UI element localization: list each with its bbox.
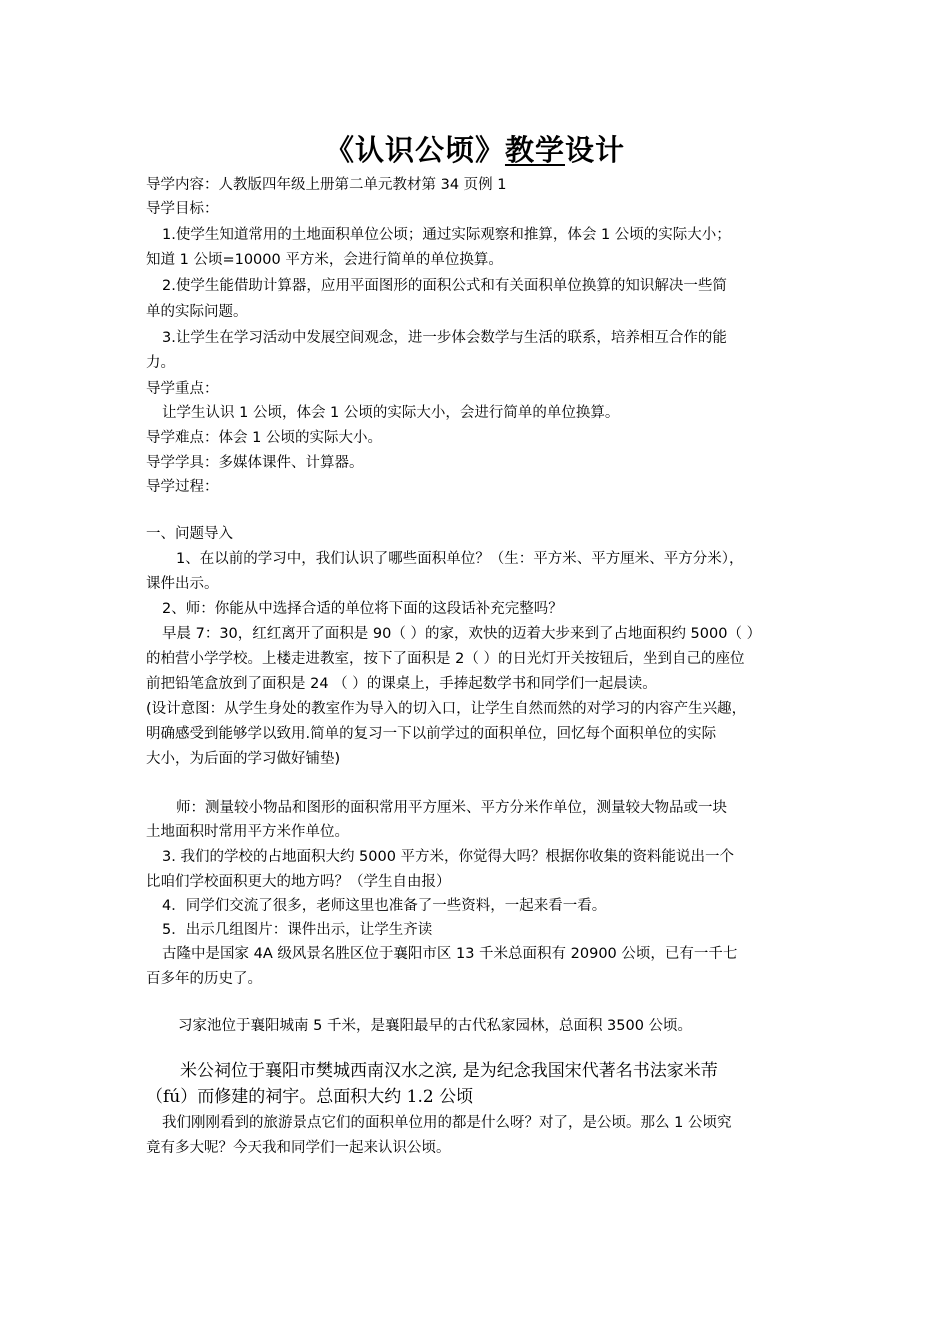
text-line: 比咱们学校面积更大的地方吗？（学生自由报） (146, 874, 451, 890)
text-line: 单的实际问题。 (146, 304, 248, 320)
text-line: 2、师：你能从中选择合适的单位将下面的这段话补充完整吗？ (162, 601, 563, 617)
text-line: 的柏营小学学校。上楼走进教室，按下了面积是 2（ ）的日光灯开关按钮后，坐到自己的座位 (146, 651, 745, 667)
text-line: 导学过程： (146, 479, 219, 495)
text-line: 力。 (146, 355, 175, 371)
text-line: 明确感受到能够学以致用.简单的复习一下以前学过的面积单位，回忆每个面积单位的实际 (146, 726, 717, 742)
text-line: 一、问题导入 (146, 526, 233, 542)
text-line: 大小，为后面的学习做好铺垫) (146, 751, 341, 767)
text-line: 前把铅笔盒放到了面积是 24 （ ）的课桌上，手捧起数学书和同学们一起晨读。 (146, 676, 657, 692)
text-line: 导学目标： (146, 201, 219, 217)
text-line: 土地面积时常用平方米作单位。 (146, 824, 349, 840)
text-line: 知道 1 公顷=10000 平方米，会进行简单的单位换算。 (146, 252, 503, 268)
text-line: (设计意图：从学生身处的教室作为导入的切入口，让学生自然而然的对学习的内容产生兴趣， (146, 701, 747, 717)
text-line: （fú）而修建的祠宇。总面积大约 1.2 公顷 (146, 1087, 474, 1107)
text-line: 我们刚刚看到的旅游景点它们的面积单位用的都是什么呀？对了，是公顷。那么 1 公顷究 (162, 1115, 732, 1131)
text-line: 导学学具：多媒体课件、计算器。 (146, 455, 364, 471)
text-line: 导学内容：人教版四年级上册第二单元教材第 34 页例 1 (146, 177, 507, 193)
text-line: 2.使学生能借助计算器，应用平面图形的面积公式和有关面积单位换算的知识解决一些简 (162, 278, 727, 294)
title-part-underlined: 教学 (504, 133, 565, 167)
text-line: 3. 我们的学校的占地面积大约 5000 平方米，你觉得大吗？根据你收集的资料能说出一个 (162, 849, 735, 865)
text-line: 导学难点：体会 1 公顷的实际大小。 (146, 430, 382, 446)
text-line: 习家池位于襄阳城南 5 千米，是襄阳最早的古代私家园林，总面积 3500 公顷。 (178, 1018, 693, 1034)
text-line: 1、在以前的学习中，我们认识了哪些面积单位？（生：平方米、平方厘米、平方分米）， (176, 551, 744, 567)
document-title (0, 128, 950, 169)
text-line: 让学生认识 1 公顷，体会 1 公顷的实际大小，会进行简单的单位换算。 (162, 405, 620, 421)
text-line: 百多年的历史了。 (146, 971, 262, 987)
text-line: 竟有多大呢？今天我和同学们一起来认识公顷。 (146, 1140, 451, 1156)
text-line: 4．同学们交流了很多，老师这里也准备了一些资料，一起来看一看。 (162, 898, 607, 914)
text-line: 古隆中是国家 4A 级风景名胜区位于襄阳市区 13 千米总面积有 20900 公顷，已有一千七 (162, 946, 738, 962)
text-line: 师：测量较小物品和图形的面积常用平方厘米、平方分米作单位，测量较大物品或一块 (176, 800, 727, 816)
title-part-1: 《认识公顷》 (324, 133, 505, 167)
text-line: 3.让学生在学习活动中发展空间观念，进一步体会数学与生活的联系，培养相互合作的能 (162, 330, 727, 346)
text-line: 5．出示几组图片：课件出示，让学生齐读 (162, 922, 433, 938)
title-part-2: 设计 (565, 133, 626, 167)
text-line: 导学重点： (146, 381, 219, 397)
text-line: 米公祠位于襄阳市樊城西南汉水之滨, 是为纪念我国宋代著名书法家米芾 (180, 1061, 718, 1081)
text-line: 1.使学生知道常用的土地面积单位公顷；通过实际观察和推算，体会 1 公顷的实际大小； (162, 227, 731, 243)
text-line: 早晨 7：30，红红离开了面积是 90（ ）的家，欢快的迈着大步来到了占地面积约 5000（ ） (162, 626, 762, 642)
text-line: 课件出示。 (146, 576, 219, 592)
